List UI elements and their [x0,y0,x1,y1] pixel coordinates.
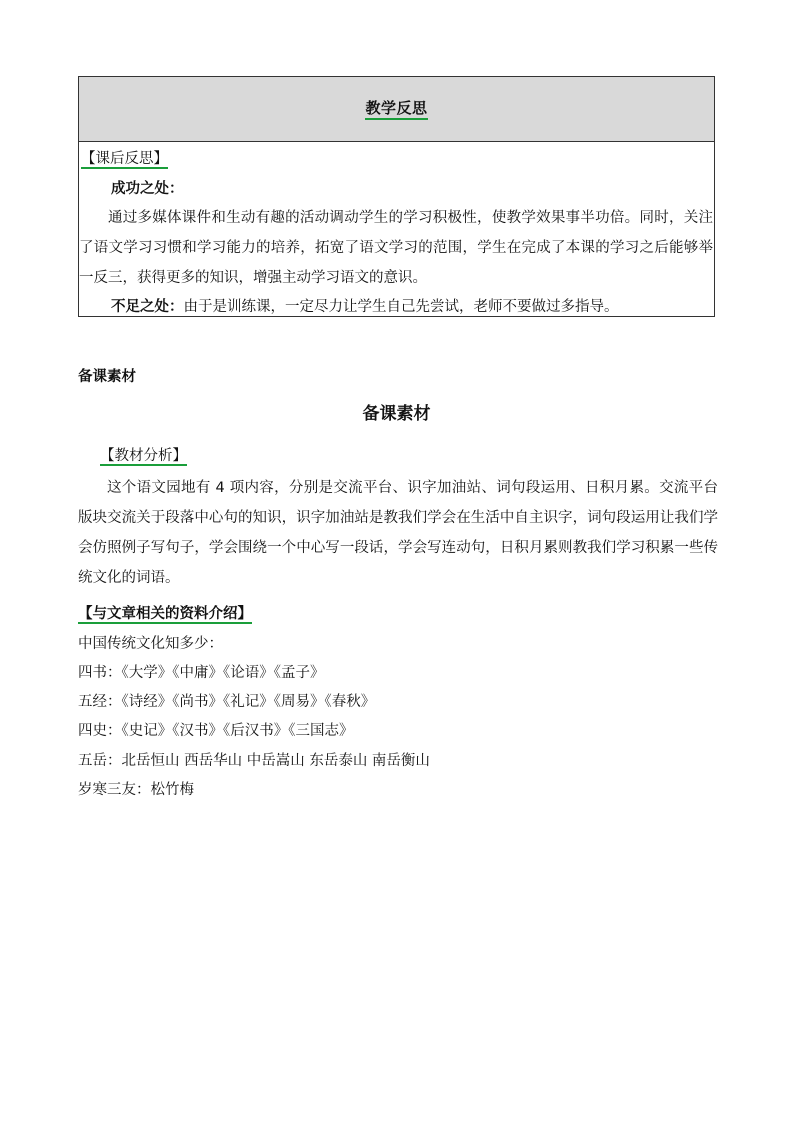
deficiency-line [111,297,619,317]
related-info-tag [78,604,252,624]
success-label: 成功之处： [111,181,184,197]
five-mountains-line: 五岳：北岳恒山 西岳华山 中岳嵩山 东岳泰山 南岳衡山 [78,753,430,769]
four-books-line: 四书：《大学》《中庸》《论语》《孟子》 [78,665,325,681]
related-info-label: 【与文章相关的资料介绍】 [78,606,252,622]
deficiency-text: 由于是训练课，一定尽力让学生自己先尝试，老师不要做过多指导。 [183,299,619,315]
materials-section-label: 备课素材 [78,369,136,385]
five-classics-line: 五经：《诗经》《尚书》《礼记》《周易》《春秋》 [78,694,376,710]
success-paragraph: 通过多媒体课件和生动有趣的活动调动学生的学习积极性，使教学效果事半功倍。同时，关注了语文学习习惯和学习能力的培养，拓宽了语文学习的范围，学生在完成了本课的学习之后能够举一反三，获得更多的知识，增强主动学习语文的意识。 [79,210,713,286]
after-class-reflection-label: 【课后反思】 [81,151,168,167]
reflection-title: 教学反思 [365,98,427,120]
deficiency-label: 不足之处： [111,299,184,315]
materials-title: 备课素材 [362,404,431,424]
textbook-analysis-paragraph: 这个语文园地有 4 项内容，分别是交流平台、识字加油站、词句段运用、日积月累。交流平台版块交流关于段落中心句的知识，识字加油站是教我们学会在生活中自主识字，词句段运用让我们学会仿照例子写句子，学会围绕一个中心写一段话，学会写连动句，日积月累则教我们学习积累一些传统文化的词语。 [78,480,718,586]
reflection-table [78,76,715,317]
four-histories-line: 四史：《史记》《汉书》《后汉书》《三国志》 [78,723,354,739]
reflection-table-header [79,77,714,142]
after-class-reflection-tag [81,149,168,169]
three-friends-line: 岁寒三友：松竹梅 [78,782,194,798]
textbook-analysis-tag [100,446,187,466]
textbook-analysis-label: 【教材分析】 [100,448,187,464]
culture-intro-line: 中国传统文化知多少： [78,636,223,652]
